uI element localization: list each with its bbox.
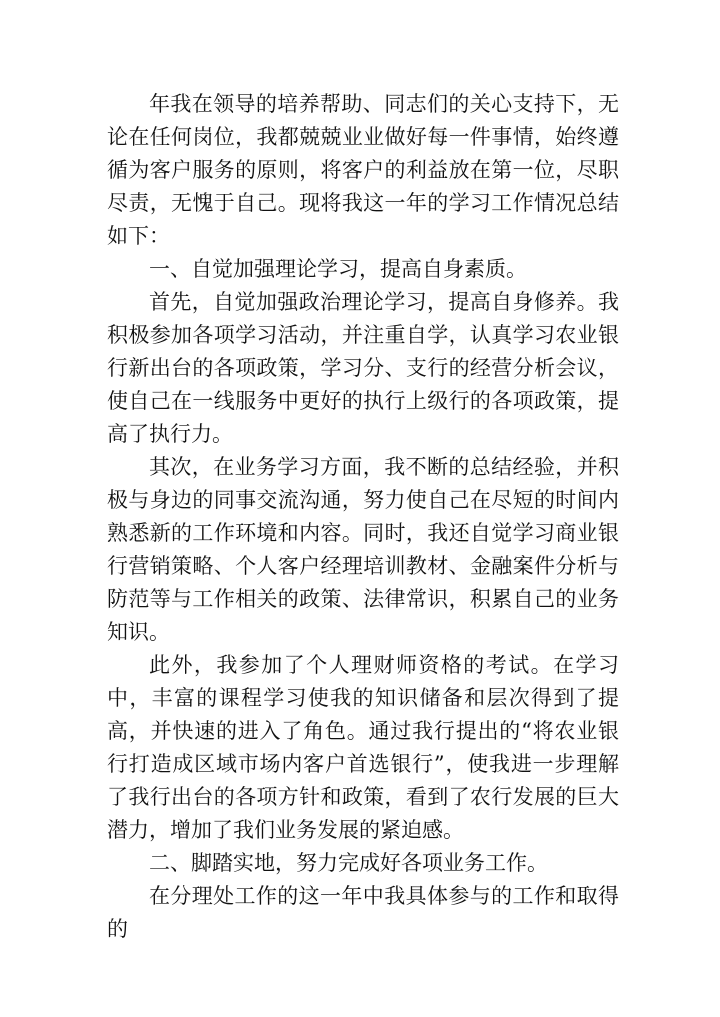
section-heading-2: 二、脚踏实地，努力完成好各项业务工作。: [149, 851, 548, 875]
paragraph-first: 首先，自觉加强政治理论学习，提高自身修养。我积极参加各项学习活动，并注重自学，认真学习农业银行新出台的各项政策，学习分、支行的经营分析会议，使自己在一线服务中更好的执行上级行的各项政策，提高了执行力。: [107, 290, 619, 446]
paragraph-third: 此外，我参加了个人理财师资格的考试。在学习中，丰富的课程学习使我的知识储备和层次得到了提高，并快速的进入了角色。通过我行提出的“将农业银行打造成区域市场内客户首选银行”，使我进一步理解了我行出台的各项方针和政策，看到了农行发展的巨大潜力，增加了我们业务发展的紧迫感。: [107, 653, 619, 842]
paragraph-intro: 年我在领导的培养帮助、同志们的关心支持下，无论在任何岗位，我都兢兢业业做好每一件事情，始终遵循为客户服务的原则，将客户的利益放在第一位，尽职尽责，无愧于自己。现将我这一年的学习工作情况总结如下：: [107, 92, 619, 248]
paragraph-work: 在分理处工作的这一年中我具体参与的工作和取得的: [107, 884, 619, 941]
paragraph-second: 其次，在业务学习方面，我不断的总结经验，并积极与身边的同事交流沟通，努力使自己在尽短的时间内熟悉新的工作环境和内容。同时，我还自觉学习商业银行营销策略、个人客户经理培训教材、金融案件分析与防范等与工作相关的政策、法律常识，积累自己的业务知识。: [107, 455, 619, 644]
document-body: [107, 88, 619, 946]
section-heading-1: 一、自觉加强理论学习，提高自身素质。: [149, 257, 527, 281]
